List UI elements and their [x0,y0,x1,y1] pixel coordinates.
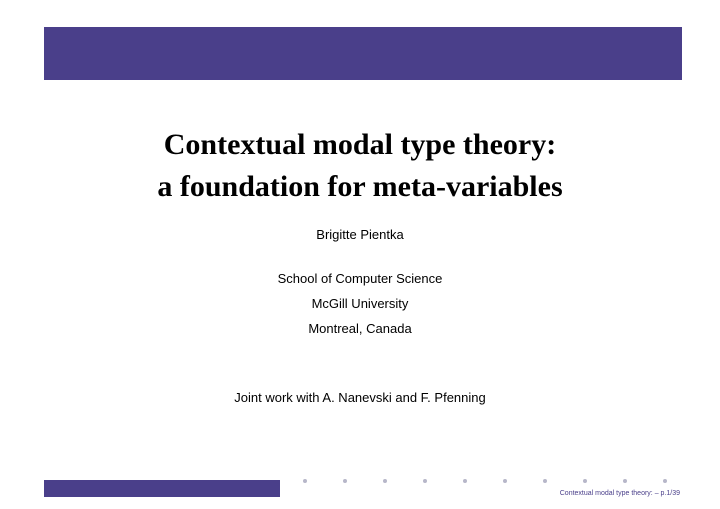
progress-dot[interactable] [303,479,307,483]
affiliation-line-2: McGill University [311,296,409,311]
slide-title [0,124,720,208]
title-line-2: a foundation for meta-variables [157,170,563,203]
progress-dot[interactable] [423,479,427,483]
author-name: Brigitte Pientka [316,227,404,242]
title-line-1: Contextual modal type theory: [163,128,557,161]
progress-dot[interactable] [383,479,387,483]
joint-work-note: Joint work with A. Nanevski and F. Pfenning [234,390,486,405]
progress-dot[interactable] [463,479,467,483]
footer-bar [44,480,280,497]
progress-dot[interactable] [663,479,667,483]
progress-dot[interactable] [623,479,627,483]
affiliation-line-1: School of Computer Science [277,271,443,286]
slide-progress-dots [300,479,680,487]
footer-slide-info: Contextual modal type theory: – p.1/39 [559,490,680,497]
header-bar [44,27,682,80]
progress-dot[interactable] [503,479,507,483]
affiliation-line-3: Montreal, Canada [308,321,412,336]
progress-dot[interactable] [543,479,547,483]
progress-dot[interactable] [583,479,587,483]
progress-dot[interactable] [343,479,347,483]
